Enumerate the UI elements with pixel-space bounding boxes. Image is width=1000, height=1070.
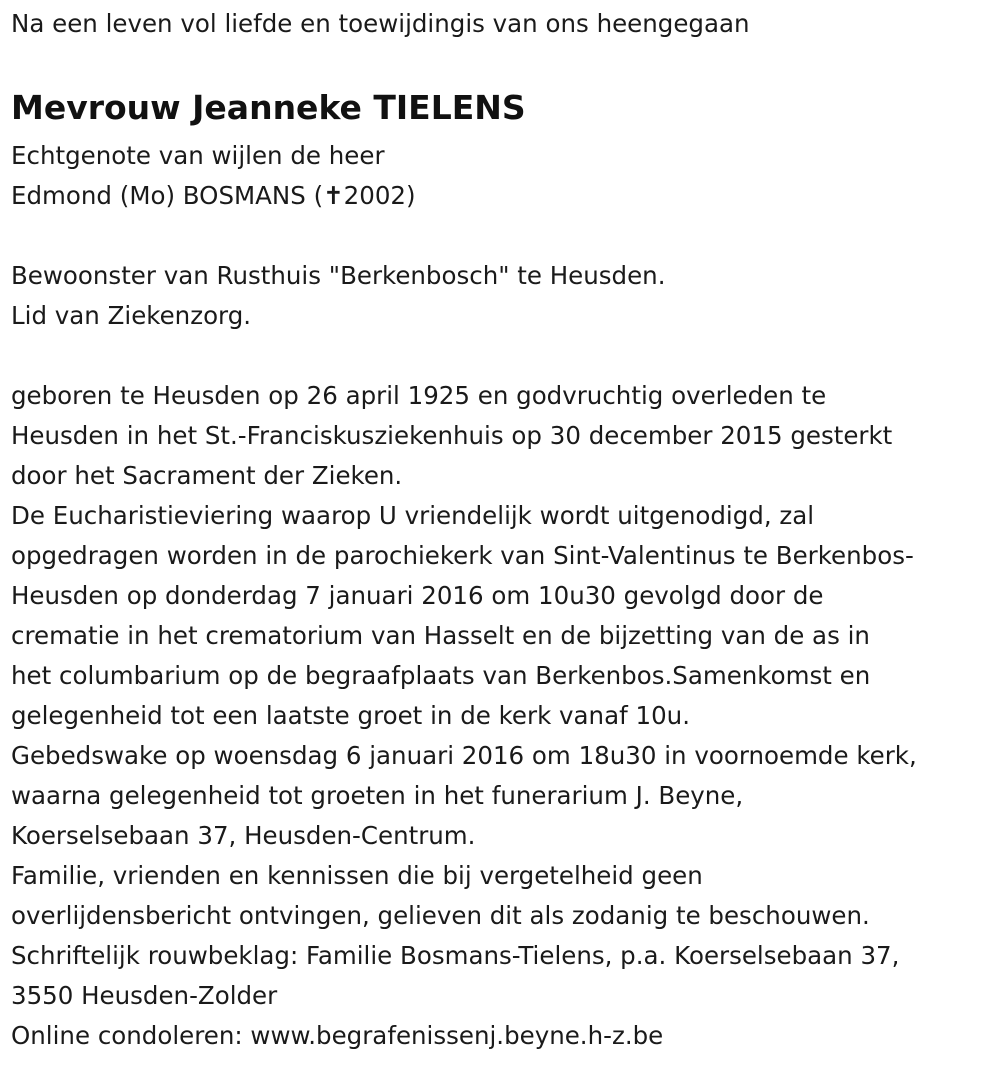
deceased-name: Mevrouw Jeanneke TIELENS <box>11 88 526 127</box>
body-line: gelegenheid tot een laatste groet in de kerk vanaf 10u. <box>11 701 691 730</box>
body-line: Gebedswake op woensdag 6 januari 2016 om 18u30 in voornoemde kerk, <box>11 741 917 770</box>
body-line: overlijdensbericht ontvingen, gelieven dit als zodanig te beschouwen. <box>11 901 870 930</box>
condolence-link-line: Online condoleren: www.begrafenissenj.beyne.h-z.be <box>11 1021 664 1050</box>
body-line: Schriftelijk rouwbeklag: Familie Bosmans-Tielens, p.a. Koerselsebaan 37, <box>11 941 900 970</box>
body-line: Koerselsebaan 37, Heusden-Centrum. <box>11 821 476 850</box>
spouse-name-line: Edmond (Mo) BOSMANS (✝2002) <box>11 181 416 210</box>
body-line: Familie, vrienden en kennissen die bij vergetelheid geen <box>11 861 703 890</box>
membership-line: Lid van Ziekenzorg. <box>11 301 252 330</box>
body-line: het columbarium op de begraafplaats van Berkenbos.Samenkomst en <box>11 661 871 690</box>
obituary-notice <box>11 4 991 1056</box>
body-line: geboren te Heusden op 26 april 1925 en godvruchtig overleden te <box>11 381 827 410</box>
body-line: opgedragen worden in de parochiekerk van Sint-Valentinus te Berkenbos- <box>11 541 914 570</box>
body-line: crematie in het crematorium van Hasselt en de bijzetting van de as in <box>11 621 870 650</box>
spouse-line: Echtgenote van wijlen de heer <box>11 141 385 170</box>
body-line: Heusden op donderdag 7 januari 2016 om 10u30 gevolgd door de <box>11 581 824 610</box>
residence-line: Bewoonster van Rusthuis "Berkenbosch" te Heusden. <box>11 261 666 290</box>
spacer <box>11 216 991 256</box>
intro-text: Na een leven vol liefde en toewijdingis van ons heengegaan <box>11 9 750 38</box>
body-line: De Eucharistieviering waarop U vriendelijk wordt uitgenodigd, zal <box>11 501 815 530</box>
spacer <box>11 336 991 376</box>
body-line: door het Sacrament der Zieken. <box>11 461 403 490</box>
body-line: Heusden in het St.-Franciskusziekenhuis op 30 december 2015 gesterkt <box>11 421 893 450</box>
body-line: 3550 Heusden-Zolder <box>11 981 278 1010</box>
body-line: waarna gelegenheid tot groeten in het funerarium J. Beyne, <box>11 781 744 810</box>
